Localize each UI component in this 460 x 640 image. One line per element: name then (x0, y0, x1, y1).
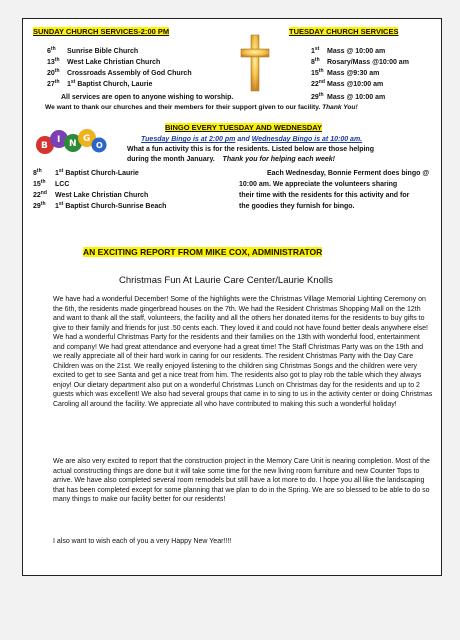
svg-text:O: O (96, 141, 103, 150)
bingo-schedule: Tuesday Bingo is at 2:00 pm and Wednesday Bingo is at 10:00 am. (141, 136, 363, 143)
list-item: 20th Crossroads Assembly of God Church (47, 68, 192, 77)
newsletter-page (22, 18, 442, 576)
tuesday-heading: TUESDAY CHURCH SERVICES (289, 27, 399, 36)
list-item: 22nd Mass @10:00 am (311, 79, 384, 88)
sunday-thanks: We want to thank our churches and their members for their support given to our facility. Thank You! (45, 104, 358, 111)
list-item: 13th West Lake Christian Church (47, 57, 161, 66)
report-paragraph-3: I also want to wish each of you a very Happy New Year!!!! (53, 538, 232, 545)
bingo-intro-2: during the month January. Thank you for helping each week! (127, 156, 335, 163)
sunday-note: All services are open to anyone wishing to worship. (61, 94, 234, 101)
list-item: 27th 1st Baptist Church, Laurie (47, 79, 153, 88)
list-item: 22nd West Lake Christian Church (33, 190, 149, 199)
svg-text:G: G (83, 134, 91, 144)
wed-line: 10:00 am. We appreciate the volunteers sharing (239, 181, 398, 188)
cross-icon (239, 33, 271, 93)
sunday-heading: SUNDAY CHURCH SERVICES-2:00 PM (33, 27, 170, 36)
wed-line: Each Wednesday, Bonnie Ferment does bingo @ (267, 170, 430, 177)
list-item: 15th Mass @9:30 am (311, 68, 380, 77)
svg-text:N: N (69, 139, 77, 149)
wed-line: their time with the residents for this activity and for (239, 192, 410, 199)
report-title: AN EXCITING REPORT FROM MIKE COX, ADMINISTRATOR (83, 247, 323, 257)
list-item: 6th Sunrise Bible Church (47, 46, 139, 55)
wed-line: the goodies they furnish for bingo. (239, 203, 355, 210)
story-title: Christmas Fun At Laurie Care Center/Laurie Knolls (119, 275, 333, 286)
list-item: 15th LCC (33, 179, 70, 188)
list-item: 8th 1st Baptist Church-Laurie (33, 168, 139, 177)
svg-text:I: I (57, 135, 61, 145)
report-paragraph-2: We are also very excited to report that the construction project in the Memory Care Unit is nearing completion. Most of the actual constructing things are done but it will take some time for the new living room furniture and new Counter Tops to arrive. We have also completed several room remodels but still have a lot more to do. I hope you all like the landscaping that has been completed except for some planning that we plan to do in the Spring. We are so blessed to be able to do so many things to make our facility better for our residents! (53, 458, 430, 503)
list-item: 1st Mass @ 10:00 am (311, 46, 386, 55)
list-item: 29th Mass @ 10:00 am (311, 92, 386, 101)
list-item: 29th 1st Baptist Church-Sunrise Beach (33, 201, 167, 210)
bingo-heading: BINGO EVERY TUESDAY AND WEDNESDAY (165, 123, 322, 132)
bingo-intro: What a fun activity this is for the residents. Listed below are those helping (127, 146, 374, 153)
svg-text:B: B (41, 141, 48, 151)
list-item: 8th Rosary/Mass @10:00 am (311, 57, 409, 66)
bingo-balls-icon (35, 125, 107, 159)
report-paragraph-1: We have had a wonderful December! Some of the highlights were the Christmas Village Memorial Lighting Ceremony on the 6th, the residents made gingerbread houses on the 7th. We had the Resident Christmas Shopping Mall on the 12th and want to thank all the staff, volunteers, the facility and all the others her donated items for the residents to buy gifts to give to their family and friends for just .50 cents each. They loved it and could not have found better deals anywhere else! We had a wonderful Christmas Party for the residents and their families on the 13th with wonderful food, entertainment and company! We had great attendance and everyone had a great time! The Staff Christmas Party was on the 19th and we really appreciate all of their hard work in caring for our residents. The resident Christmas Party with the Day Care Children was on the 21st. We really enjoyed listening to the children sing Christmas Songs and the children were very excited to get to see Santa and get a nice treat from him. The residents also got to play rob the table which they always enjoy! Our dietary department also put on a wonderful Christmas Lunch on Christmas day for the residents and up to 2 guests which was excellent! We also had several groups that came in to sing to us in the activity center or doing Christmas Caroling all around the facility. We appreciate all who have contributed to making this such a wonderful holiday! (53, 296, 433, 408)
